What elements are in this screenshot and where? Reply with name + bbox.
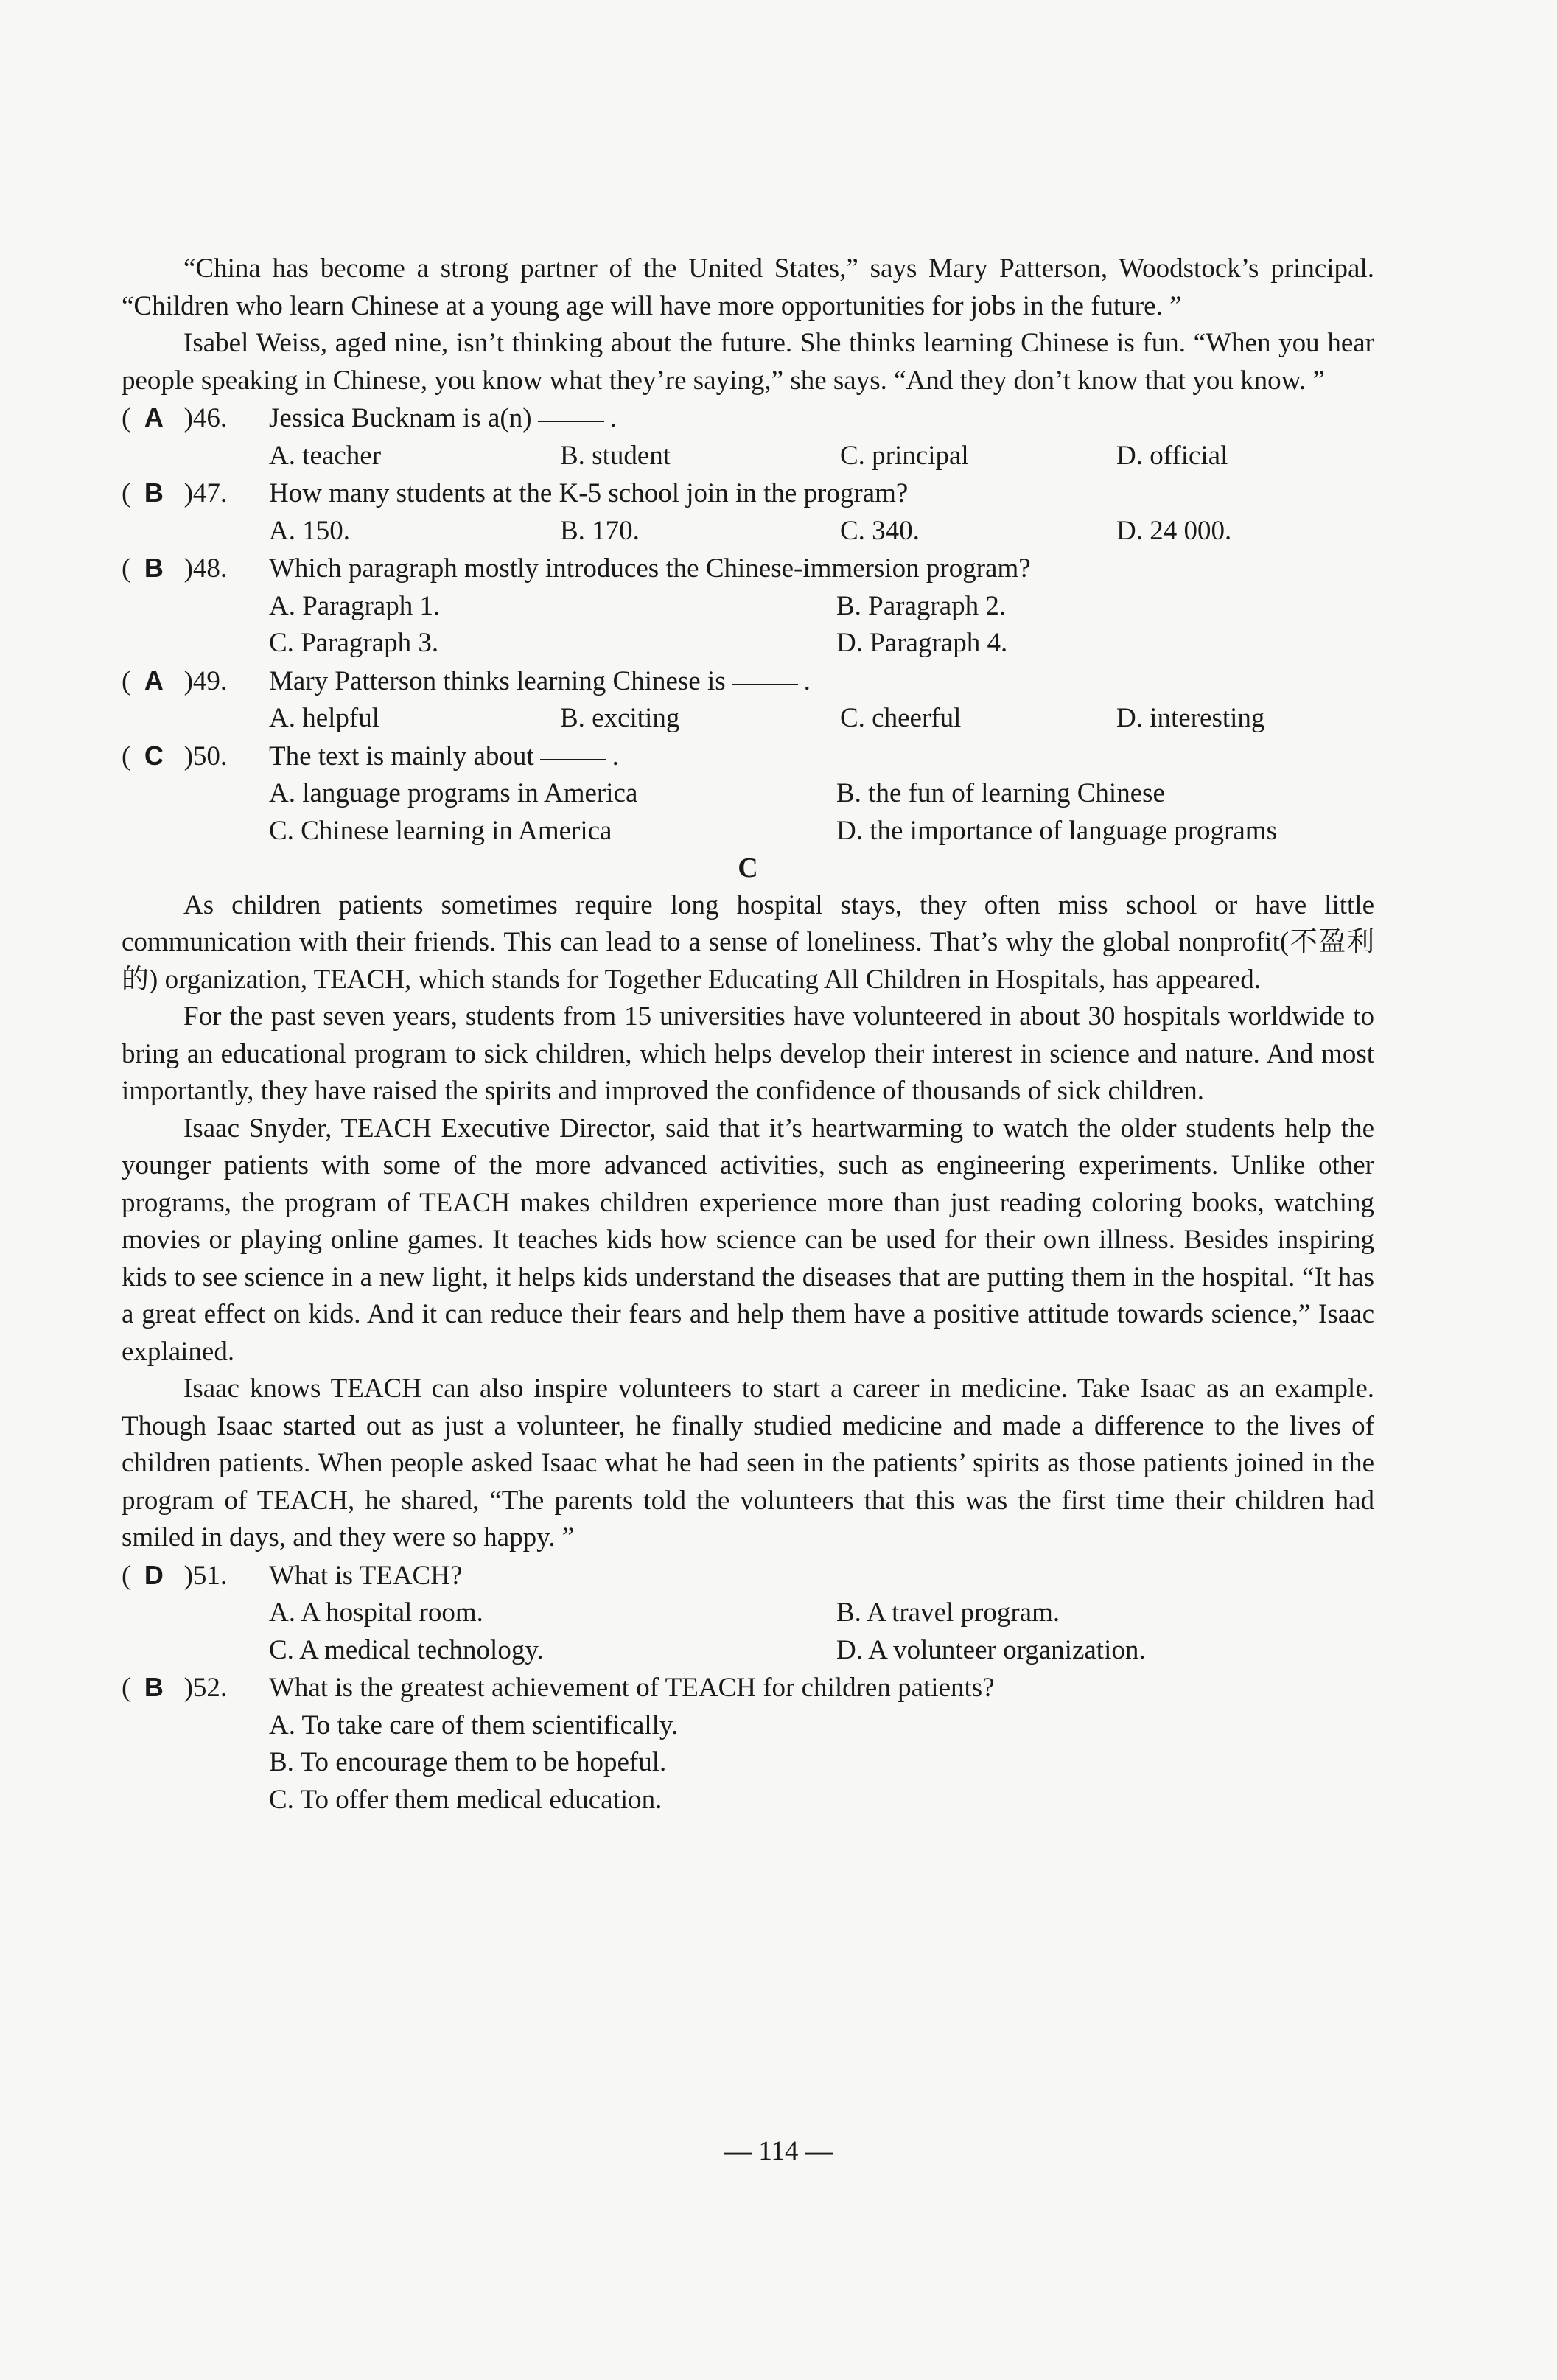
answer-bracket: ( A )46. [122,402,228,433]
question-number: )50. [183,741,228,771]
answer-letter: C [144,740,164,771]
option: B. Paragraph 2. [836,590,1007,621]
option: B. 170. [560,515,640,546]
answer-bracket: ( B )47. [122,477,228,508]
page-content [122,251,1374,1819]
question-text: The text is mainly about [269,741,534,771]
question [122,738,1374,850]
option: B. student [560,440,671,471]
option: B. the fun of learning Chinese [836,778,1165,808]
question-stem [122,662,1374,701]
answer-bracket: ( C )50. [122,740,228,771]
options [122,775,1374,850]
option: C. principal [840,440,969,471]
question [122,550,1374,662]
answer-blank [540,759,606,760]
option: A. teacher [269,440,382,471]
answer-letter: B [144,477,164,508]
option: A. A hospital room. [269,1597,483,1628]
question-stem [122,738,1374,776]
options [122,438,1374,475]
option: D. official [1116,440,1228,471]
question-text: What is TEACH? [269,1560,463,1591]
option: D. interesting [1116,703,1265,733]
options [122,1595,1374,1669]
questions-b [122,399,1374,850]
option: B. exciting [560,703,680,733]
paragraph: Isaac knows TEACH can also inspire volunteers to start a career in medicine. Take Isaac as an example. Though Isaac started out as just a volunteer, he finally studied medicine and made a difference to the lives of children patients. When people asked Isaac what he had seen in the patients’ spirits as those patients joined in the program of TEACH, he shared, “The parents told the volunteers that this was the first time their children had smiled in days, and they were so happy. ” [122,1373,1374,1553]
answer-bracket: ( B )52. [122,1672,228,1703]
paragraph: “China has become a strong partner of the United States,” says Mary Patterson, Woodstock’s principal. “Children who learn Chinese at a young age will have more opportunities for jobs in the future. ” [122,253,1374,321]
question-number: )49. [183,665,228,696]
question-number: )52. [183,1673,228,1703]
option: A. helpful [269,703,380,733]
question [122,662,1374,738]
question-text: How many students at the K-5 school join in the program? [269,478,909,508]
question-text: Which paragraph mostly introduces the Chinese-immersion program? [269,553,1031,584]
options [122,513,1374,550]
option: C. To offer them medical education. [269,1784,662,1815]
question [122,399,1374,475]
option: A. Paragraph 1. [269,590,441,621]
option: D. A volunteer organization. [836,1634,1146,1665]
option: D. the importance of language programs [836,815,1277,846]
question-stem [122,475,1374,513]
option: A. To take care of them scientifically. [269,1709,679,1740]
answer-blank [732,684,798,685]
question-number: )46. [183,403,228,433]
question-stem [122,550,1374,588]
question-text: Jessica Bucknam is a(n) [269,403,532,433]
paragraph: For the past seven years, students from 15 universities have volunteered in about 30 hospitals worldwide to bring an educational program to sick children, which helps develop their interest in science and nature. And most importantly, they have raised the spirits and improved the confidence of thousands of sick children. [122,1001,1374,1106]
answer-letter: D [144,1559,164,1590]
answer-letter: A [144,402,164,433]
section-title: C [738,853,758,883]
page-number: — 114 — [724,2136,833,2166]
options [122,700,1374,738]
option: C. A medical technology. [269,1634,544,1665]
question-text: Mary Patterson thinks learning Chinese is [269,665,726,696]
answer-blank [538,421,604,422]
question [122,475,1374,550]
question-end: . [803,665,811,696]
answer-letter: B [144,1672,164,1702]
option: C. cheerful [840,703,962,733]
paragraph: Isaac Snyder, TEACH Executive Director, said that it’s heartwarming to watch the older students help the younger patients with some of the more advanced activities, such as engineering experiments. Unlike other programs, the program of TEACH makes children experience more than just reading coloring books, watching movies or playing online games. It teaches kids how science can be used for their own illness. Besides inspiring kids to see science in a new light, it helps kids understand the diseases that are putting them in the hospital. “It has a great effect on kids. And it can reduce their fears and help them have a positive attitude towards science,” Isaac explained. [122,1113,1374,1367]
option: B. A travel program. [836,1597,1060,1628]
question-stem [122,399,1374,438]
answer-bracket: ( B )48. [122,553,228,584]
question-text: What is the greatest achievement of TEACH for children patients? [269,1673,995,1703]
question-end: . [609,403,617,433]
question-stem [122,1557,1374,1595]
answer-bracket: ( A )49. [122,665,228,696]
question-number: )47. [183,478,228,508]
option: B. To encourage them to be hopeful. [269,1747,667,1777]
option: C. Chinese learning in America [269,815,612,846]
paragraph: Isabel Weiss, aged nine, isn’t thinking about the future. She thinks learning Chinese is fun. “When you hear people speaking in Chinese, you know what they’re saying,” she says. “And they don’t know that you know. ” [122,328,1374,396]
questions-c [122,1557,1374,1819]
question-number: )51. [183,1560,228,1591]
option: C. 340. [840,515,920,546]
question [122,1557,1374,1670]
passage-c [122,887,1374,1557]
question [122,1669,1374,1819]
question-number: )48. [183,553,228,584]
option: D. 24 000. [1116,515,1232,546]
option: D. Paragraph 4. [836,628,1008,658]
answer-letter: B [144,553,164,583]
options [122,588,1374,662]
passage-b-end [122,251,1374,399]
question-stem [122,1669,1374,1707]
options [122,1707,1374,1819]
question-end: . [612,741,619,771]
answer-letter: A [144,665,164,696]
answer-bracket: ( D )51. [122,1559,228,1591]
option: A. 150. [269,515,350,546]
option: A. language programs in America [269,778,638,808]
paragraph: As children patients sometimes require long hospital stays, they often miss school or have little communication with their friends. This can lead to a sense of loneliness. That’s why the global nonprofit(不盈利的) organization, TEACH, which stands for Together Educating All Children in Hospitals, has appeared. [122,889,1374,995]
option: C. Paragraph 3. [269,628,439,658]
